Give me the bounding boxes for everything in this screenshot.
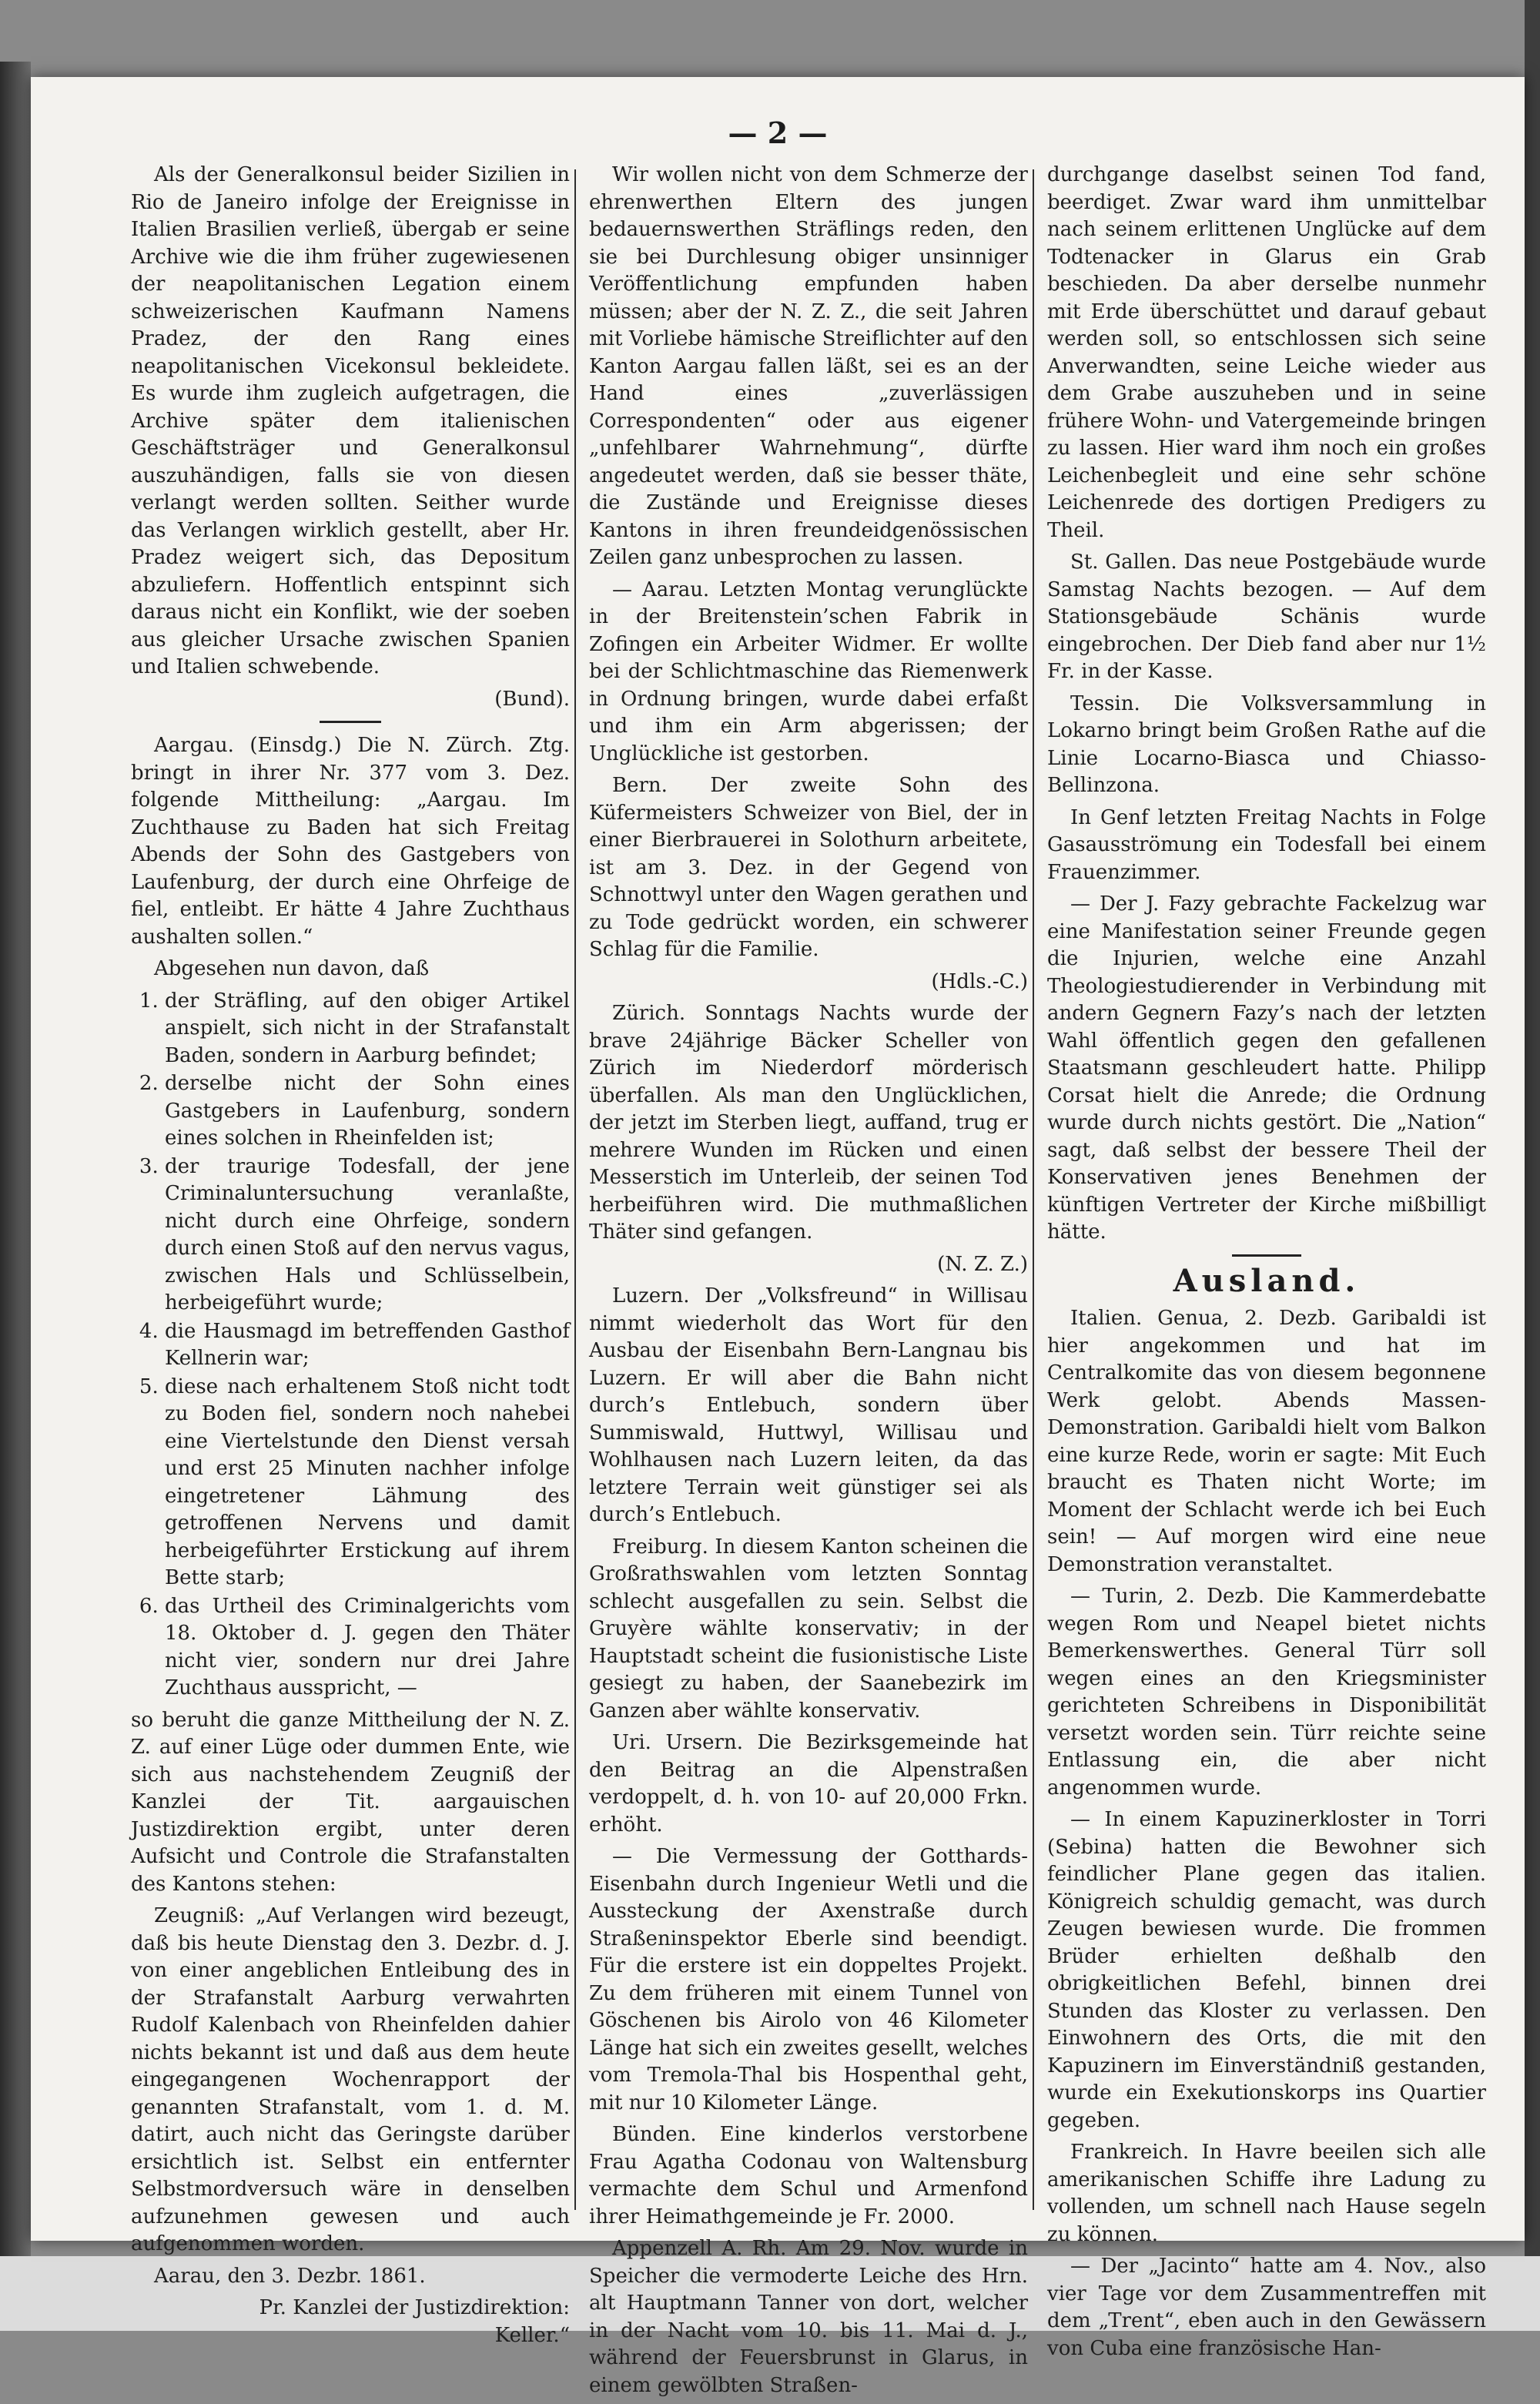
article-frankreich: Frankreich. In Havre beeilen sich alle amerikanischen Schiffe ihre Ladung zu vollenden, um schnell nach Hause segeln zu können. (1047, 2141, 1486, 2246)
zeugniss-signature-office: Pr. Kanzlei der Justizdirektion: (259, 2296, 570, 2319)
column-rule-2 (1033, 169, 1034, 2210)
column-3 (1047, 162, 1486, 2367)
zeugniss-place-date: Aarau, den 3. Dezbr. 1861. (154, 2264, 426, 2288)
article-uri: Uri. Ursern. Die Bezirksgemeinde hat den Beitrag an die Alpenstraßen verdoppelt, d. h. von 10- auf 20,000 Frkn. erhöht. (589, 1731, 1028, 1836)
article-fazy: — Der J. Fazy gebrachte Fackelzug war eine Manifestation seiner Freunde gegen die Injurien, welche eine Anzahl Theologiestudierender in Verbindung mit andern Gegnern Fazy’s nach der letzten Wahl öffentlich gegen den gefallenen Staatsmann geschleudert hatte. Philipp Corsat hielt die Anrede; die Ordnung wurde durch nichts gestört. Die „Nation“ sagt, daß selbst der bessere Theil der Konservativen jenes Benehmen der künftigen Vertreter der Kirche mißbilligt hätte. (1047, 892, 1486, 1244)
article-tessin: Tessin. Die Volksversammlung in Lokarno bringt beim Großen Rathe auf die Linie Locarno-Biasca und Chiasso-Bellinzona. (1047, 691, 1486, 797)
scan-edge (0, 62, 31, 2295)
list-item: 6. das Urtheil des Criminalgerichts vom 18. Oktober d. J. gegen den Thäter nicht vier, sondern nur drei Jahre Zuchthaus ausspricht, — (165, 1593, 570, 1703)
article-buenden: Bünden. Eine kinderlos verstorbene Frau Agatha Codonau von Waltensburg vermachte dem Schul und Armenfond ihrer Heimathgemeinde je Fr. 2000. (589, 2123, 1028, 2228)
article-freiburg: Freiburg. In diesem Kanton scheinen die Großrathswahlen vom letzten Sonntag schlecht ausgefallen zu sein. Selbst die Gruyère wählte konservativ; in der Hauptstadt scheint die fusionistische Liste gesiegt zu haben, der Saanebezirk im Ganzen aber wählte konservativ. (589, 1535, 1028, 1723)
article-zuerich: Zürich. Sonntags Nachts wurde der brave 24jährige Bäcker Scheller von Zürich im Niederdorf mörderisch überfallen. Als man den Unglücklichen, der jetzt im Sterben liegt, auffand, trug er mehrere Wunden im Rücken und einen Messerstich im Unterleib, der seinen Tod herbeiführen wird. Die muthmaßlichen Thäter sind gefangen. (589, 1002, 1028, 1244)
article-aargau-intro: Abgesehen nun davon, daß (154, 957, 430, 980)
newspaper-page (31, 77, 1525, 2397)
article-commentary: Wir wollen nicht von dem Schmerze der ehrenwerthen Eltern des jungen bedauernswerthen Sträflings reden, den sie bei Durchlesung obiger unsinniger Veröffentlichung empfunden haben müssen; aber der N. Z. Z., die seit Jahren mit Vorliebe hämische Streiflichter auf den Kanton Aargau fallen läßt, sei es an der Hand eines „zuverlässigen Correspondenten“ oder aus eigener „unfehlbarer Wahrnehmung“, dürfte angedeutet werden, daß sie besser thäte, die Zustände und Ereignisse dieses Kantons in ihren freundeidgenössischen Zeilen ganz unbesprochen zu lassen. (589, 163, 1028, 569)
source-bund: (Bund). (494, 687, 570, 711)
article-appenzell-continued: durchgange daselbst seinen Tod fand, beerdiget. Zwar ward ihm unmittelbar nach seinem erlittenen Unglücke auf dem Todtenacker in Glarus ein Grab beschieden. Da aber derselbe nunmehr mit Erde überschüttet und darauf gebaut werden soll, so entschlossen sich seine Anverwandten, seine Leiche wieder aus dem Grabe auszuheben und in seine frühere Wohn- und Vatergemeinde bringen zu lassen. Hier ward ihm noch ein großes Leichenbegleit und eine sehr schöne Leichenrede des dortigen Predigers zu Theil. (1047, 163, 1486, 542)
article-aarau: — Aarau. Letzten Montag verunglückte in der Breitenstein’schen Fabrik in Zofingen ein Arbeiter Widmer. Er wollte bei der Schlichtmaschine das Riemenwerk in Ordnung bringen, wurde dabei erfaßt und ihm ein Arm abgerissen; der Unglückliche ist gestorben. (589, 578, 1028, 765)
article-genf: In Genf letzten Freitag Nachts in Folge Gasausströmung ein Todesfall bei einem Frauenzimmer. (1047, 805, 1486, 884)
list-item: 1. der Sträfling, auf den obiger Artikel anspielt, sich nicht in der Strafanstalt Baden, sondern in Aarburg befindet; (165, 988, 570, 1070)
article-italien-kloster: — In einem Kapuzinerkloster in Torri (Sebina) hatten die Bewohner sich feindlicher Plane gegen das italien. Königreich schuldig gemacht, was durch Zeugen bewiesen wurde. Die frommen Brüder erhielten deßhalb den obrigkeitlichen Befehl, binnen drei Stunden das Kloster zu verlassen. Den Einwohnern des Orts, die mit den Kapuzinern im Einverständniß gestanden, wurde ein Exekutionskorps ins Quartier gegeben. (1047, 1808, 1486, 2132)
scan-right-margin (1525, 0, 1540, 2331)
article-aargau: Aargau. (Einsdg.) Die N. Zürch. Ztg. bringt in ihrer Nr. 377 vom 3. Dez. folgende Mittheilung: „Aargau. Im Zuchthause zu Baden hat sich Freitag Abends der Sohn des Gastgebers von Laufenburg, der durch eine Ohrfeige de fiel, entleibt. Er hätte 4 Jahre Zuchthaus aushalten sollen.“ (131, 734, 570, 949)
source-hdls: (Hdls.-C.) (931, 969, 1028, 993)
page-number: — 2 — (728, 116, 828, 150)
article-italien-genua: Italien. Genua, 2. Dezb. Garibaldi ist hier angekommen und hat im Centralkomite das von diesem begonnene Werk gelobt. Abends Massen-Demonstration. Garibaldi hielt vom Balkon eine kurze Rede, worin er sagte: Mit Euch braucht es Thaten nicht Worte; im Moment der Schlacht werde ich bei Euch sein! — Auf morgen wird eine neue Demonstration veranstaltet. (1047, 1307, 1486, 1576)
article-gotthard: — Die Vermessung der Gotthards-Eisenbahn durch Ingenieur Wetli und die Aussteckung der Axenstraße durch Straßeninspektor Eberle sind beendigt. Für die erstere ist ein doppeltes Projekt. Zu dem früheren mit einem Tunnel von Göschenen bis Airolo von 46 Kilometer Länge hat sich ein zweites gesellt, welches vom Tremola-Thal bis Hospenthal geht, mit nur 10 Kilometer Länge. (589, 1845, 1028, 2114)
article-italien-turin: — Turin, 2. Dezb. Die Kammerdebatte wegen Rom und Neapel bietet nichts Bemerkenswerthes. General Türr soll wegen eines an den Kriegsminister gerichteten Schreibens in Disponibilität versetzt worden sein. Türr reichte seine Entlassung ein, die aber nicht angenommen wurde. (1047, 1585, 1486, 1800)
article-st-gallen: St. Gallen. Das neue Postgebäude wurde Samstag Nachts bezogen. — Auf dem Stationsgebäude Schänis wurde eingebrochen. Der Dieb fand aber nur 1½ Fr. in der Kasse. (1047, 551, 1486, 683)
zeugniss-text: Zeugniß: „Auf Verlangen wird bezeugt, daß bis heute Dienstag den 3. Dezbr. d. J. von einer angeblichen Entleibung des in der Strafanstalt Aarburg verwahrten Rudolf Kalenbach von Rheinfelden dahier nichts bekannt ist und daß aus dem heute eingegangenen Wochenrapport der genannten Strafanstalt, vom 1. d. M. datirt, auch nicht das Geringste darüber ersichtlich ist. Selbst ein entfernter Selbstmordversuch wäre in denselben aufzunehmen gewesen und auch aufgenommen worden. (131, 1904, 570, 2255)
column-rule-1 (574, 169, 576, 2210)
article-luzern: Luzern. Der „Volksfreund“ in Willisau nimmt wiederholt das Wort für den Ausbau der Eisenbahn Bern-Langnau bis Luzern. Er will aber die Bahn nicht durch’s Entlebuch, sondern über Summiswald, Huttwyl, Willisau und Wohlhausen nach Luzern leiten, da das letztere Terrain weit günstiger sei als durch’s Entlebuch. (589, 1284, 1028, 1526)
list-item: 4. die Hausmagd im betreffenden Gasthof Kellnerin war; (165, 1318, 570, 1373)
column-1 (131, 162, 570, 2349)
separator (1232, 1254, 1301, 1257)
article-appenzell: Appenzell A. Rh. Am 29. Nov. wurde in Speicher die vermoderte Leiche des Hrn. alt Hauptmann Tanner von dort, welcher in der Nacht vom 10. bis 11. Mai d. J., während der Feuersbrunst in Glarus, in einem gewölbten Straßen- (589, 2237, 1028, 2397)
zeugniss-signature-name: Keller.“ (494, 2323, 570, 2347)
list-item: 3. der traurige Todesfall, der jene Criminaluntersuchung veranlaßte, nicht durch eine Ohrfeige, sondern durch einen Stoß auf den nervus vagus, zwischen Hals und Schlüsselbein, herbeigeführt wurde; (165, 1153, 570, 1318)
article-jacinto: — Der „Jacinto“ hatte am 4. Nov., also vier Tage vor dem Zusammentreffen mit dem „Trent“, eben auch in den Gewässern von Cuba eine französische Han- (1047, 2255, 1486, 2360)
separator (320, 721, 381, 723)
section-heading-ausland: Ausland. (1173, 1262, 1361, 1299)
list-item: 2. derselbe nicht der Sohn eines Gastgebers in Laufenburg, sondern eines solchen in Rheinfelden ist; (165, 1070, 570, 1153)
source-nzz: (N. Z. Z.) (937, 1252, 1028, 1276)
list-item: 5. diese nach erhaltenem Stoß nicht todt zu Boden fiel, sondern noch nahebei eine Viertelstunde den Dienst versah und erst 25 Minuten nachher infolge eingetretener Lähmung des getroffenen Nervens und damit herbeigeführter Erstickung auf ihrem Bette starb; (165, 1374, 570, 1592)
numbered-list (131, 988, 570, 1703)
article-generalkonsul: Als der Generalkonsul beider Sizilien in Rio de Janeiro infolge der Ereignisse in Italien Brasilien verließ, übergab er seine Archive wie die ihm früher zugewiesenen der neapolitanischen Legation einem schweizerischen Kaufmann Namens Pradez, der den Rang eines neapolitanischen Vicekonsul bekleidete. Es wurde ihm zugleich aufgetragen, die Archive später dem italienischen Geschäftsträger und Generalkonsul auszuhändigen, falls sie von diesen verlangt werden sollten. Seither wurde das Verlangen wirklich gestellt, aber Hr. Pradez weigert sich, das Depositum abzuliefern. Hoffentlich entspinnt sich daraus nicht ein Konflikt, wie der soeben aus gleicher Ursache zwischen Spanien und Italien schwebende. (131, 163, 570, 678)
article-bern: Bern. Der zweite Sohn des Küfermeisters Schweizer von Biel, der in einer Bierbrauerei in Solothurn arbeitete, ist am 3. Dez. in der Gegend von Schnottwyl unter den Wagen gerathen und zu Tode gedrückt worden, ein schwerer Schlag für die Familie. (589, 774, 1028, 961)
article-aargau-conclusion: so beruht die ganze Mittheilung der N. Z. Z. auf einer Lüge oder dummen Ente, wie sich aus nachstehendem Zeugniß der Kanzlei der Tit. aargauischen Justizdirektion ergibt, unter deren Aufsicht und Controle die Strafanstalten des Kantons stehen: (131, 1708, 570, 1896)
column-2 (589, 162, 1028, 2404)
